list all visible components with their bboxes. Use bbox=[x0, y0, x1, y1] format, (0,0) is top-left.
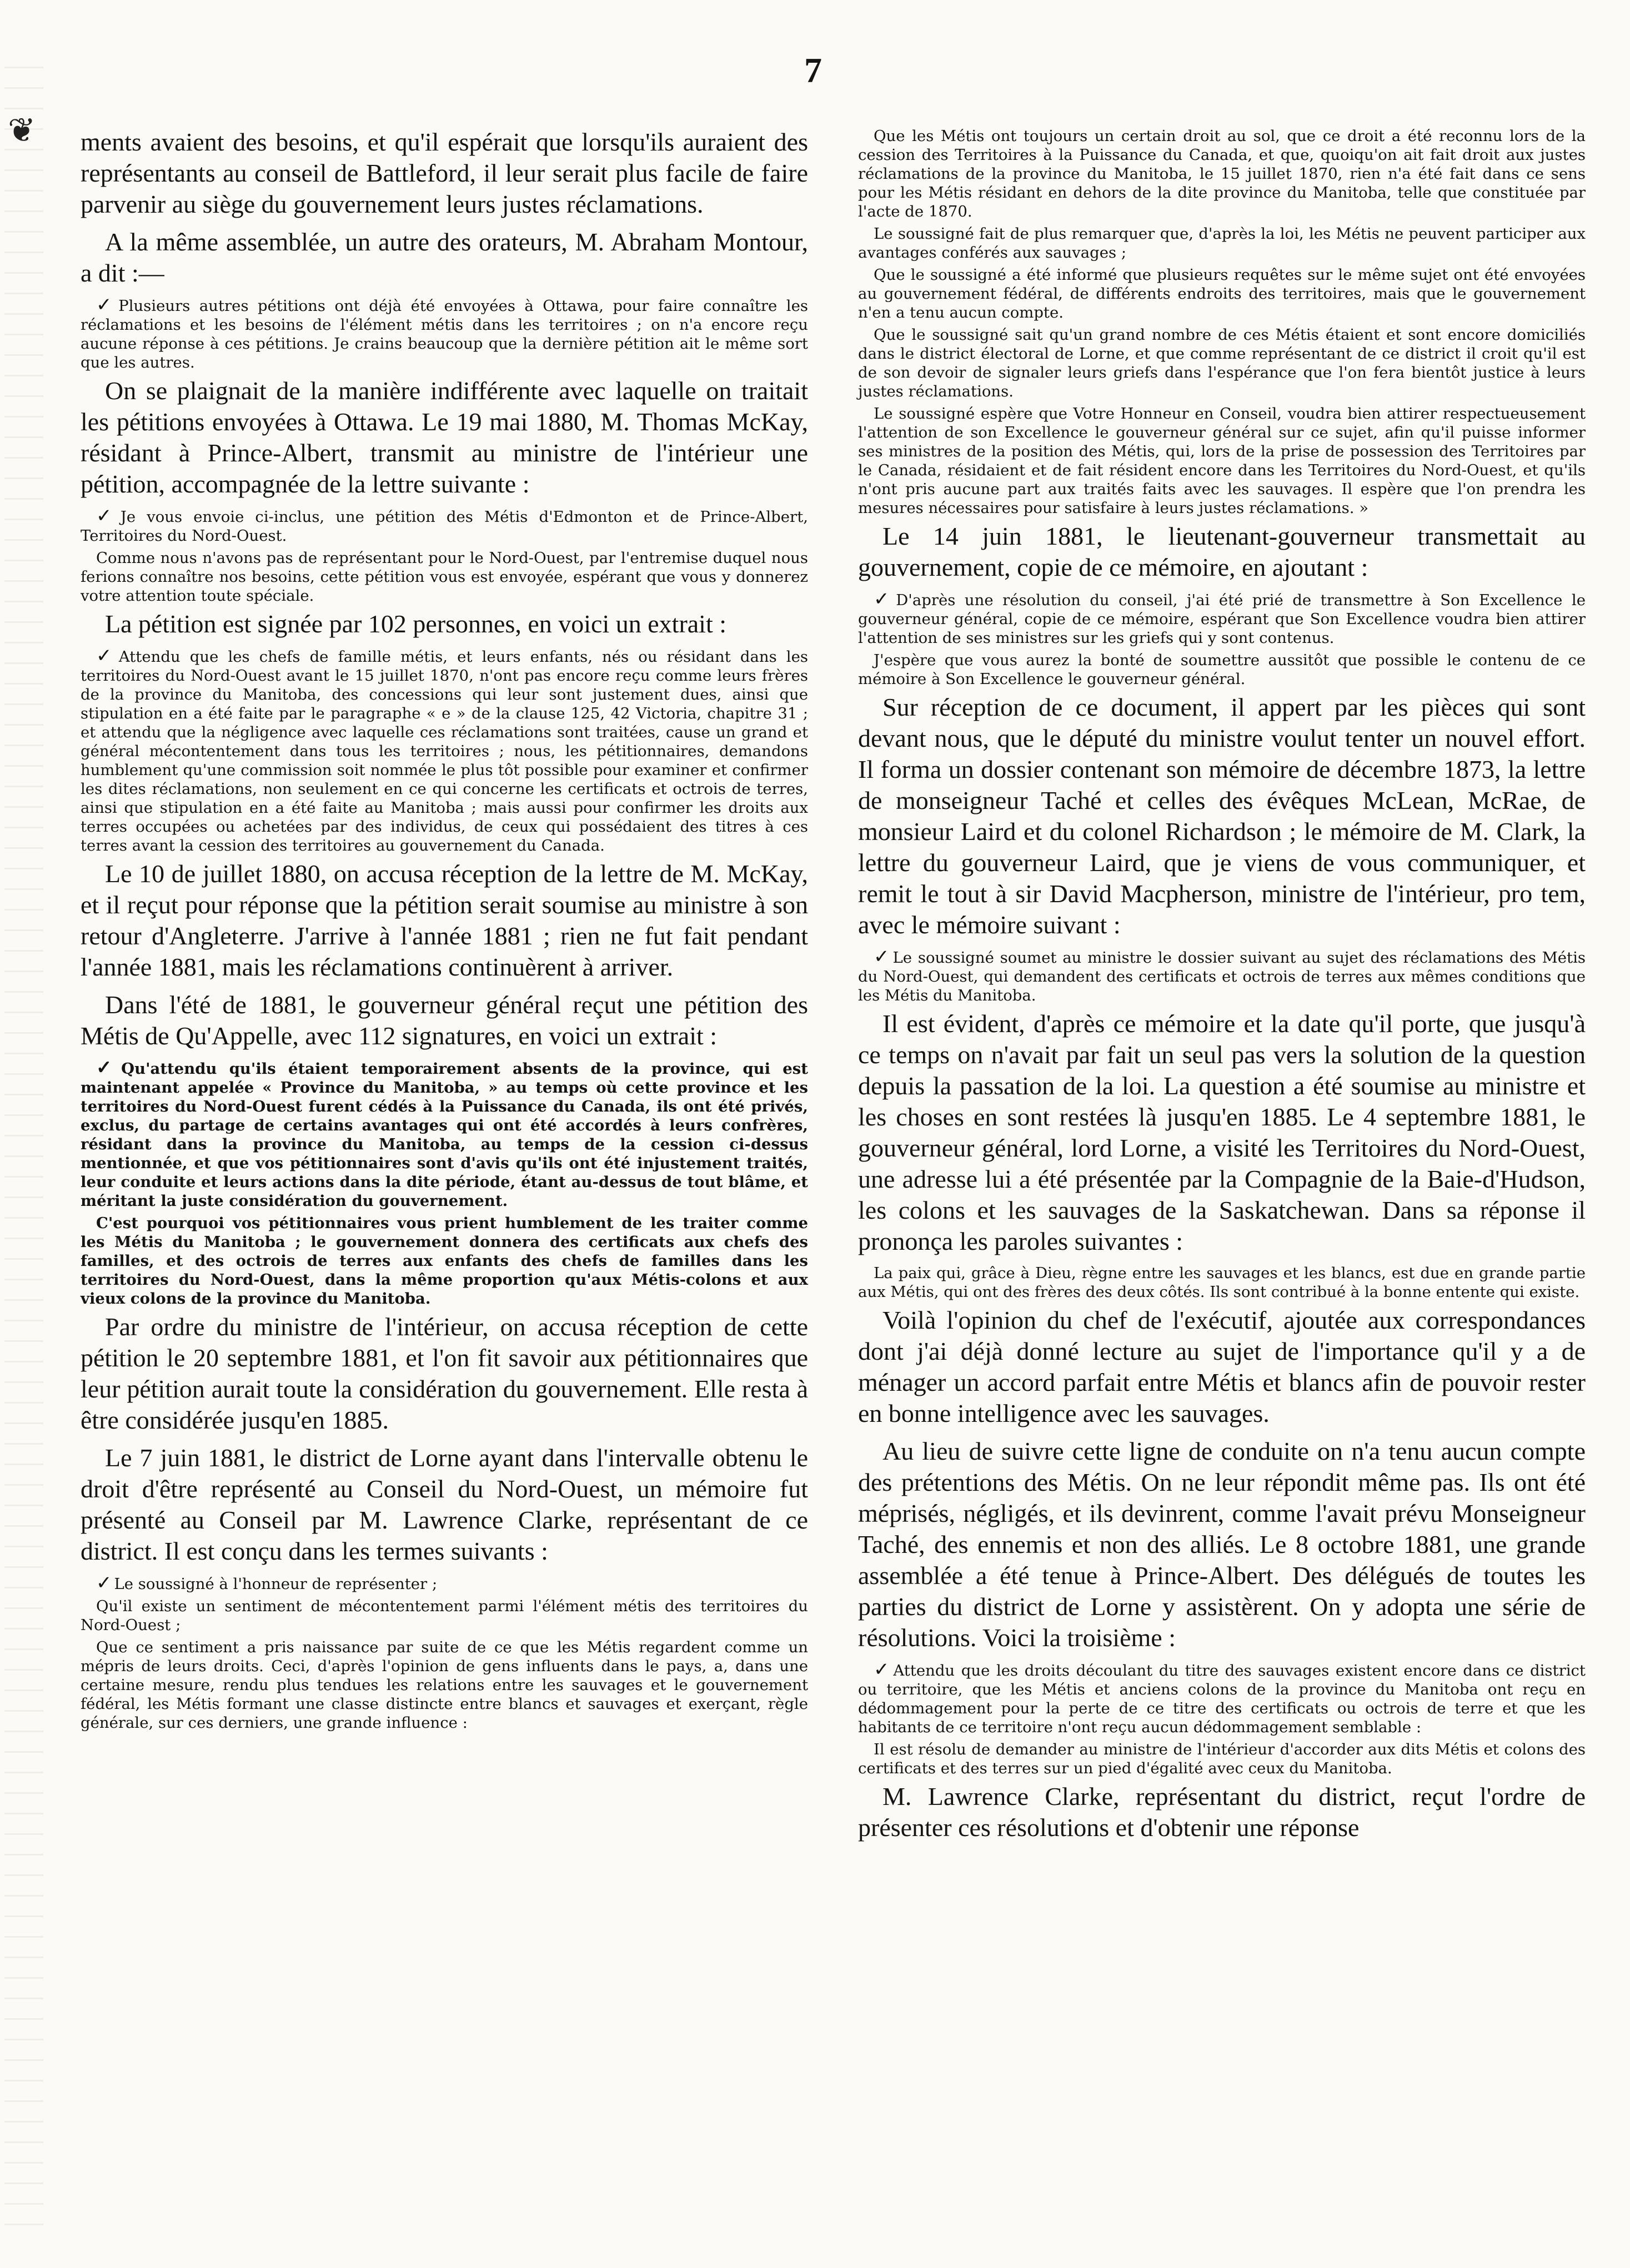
check-mark-icon: ✓ bbox=[96, 1057, 119, 1079]
quoted-paragraph bbox=[858, 1740, 1586, 1778]
paragraph-text: Que le soussigné a été informé que plusieurs requêtes sur le même sujet ont été envoyées au gouvernement fédéral, de différents endroits des territoires, mais que le gouvernement n'en a tenu aucun compte. bbox=[858, 266, 1586, 321]
quoted-paragraph bbox=[81, 506, 808, 545]
paragraph-text: A la même assemblée, un autre des orateurs, M. Abraham Montour, a dit :— bbox=[81, 228, 808, 287]
paragraph-text: Au lieu de suivre cette ligne de conduite on n'a tenu aucun compte des prétentions des Métis. On ne leur répondit même pas. Ils ont été méprisés, négligés, et ils devinrent, comme l'avait prévu Monseigneur Taché, des ennemis et non des alliés. Le 8 octobre 1881, une grande assemblée a été tenue à Prince-Albert. Des délégués de toutes les parties du district de Lorne y assistèrent. On y adopta une série de résolutions. Voici la troisième : bbox=[858, 1437, 1586, 1652]
paragraph-text: La pétition est signée par 102 personnes, en voici un extrait : bbox=[105, 610, 727, 638]
quoted-paragraph bbox=[858, 127, 1586, 221]
quoted-paragraph bbox=[81, 1638, 808, 1732]
body-paragraph bbox=[858, 692, 1586, 941]
paragraph-text: Voilà l'opinion du chef de l'exécutif, ajoutée aux correspondances dont j'ai déjà donné lecture au sujet de l'importance qu'il y a de ménager un accord parfait entre Métis et blancs afin de pouvoir rester en bonne intelligence avec les sauvages. bbox=[858, 1306, 1586, 1427]
quoted-paragraph bbox=[858, 325, 1586, 401]
paragraph-text: Comme nous n'avons pas de représentant pour le Nord-Ouest, par l'entremise duquel nous ferions connaître nos besoins, cette pétition vous est envoyée, espérant que vous y donnerez votre attention toute spéciale. bbox=[81, 549, 808, 605]
paragraph-text: Dans l'été de 1881, le gouverneur général reçut une pétition des Métis de Qu'Appelle, avec 112 signatures, en voici un extrait : bbox=[81, 990, 808, 1050]
quoted-paragraph bbox=[858, 224, 1586, 262]
body-paragraph bbox=[81, 127, 808, 220]
paragraph-text: Le 14 juin 1881, le lieutenant-gouverneur transmettait au gouvernement, copie de ce mémoire, en ajoutant : bbox=[858, 522, 1586, 581]
paragraph-text: Le soussigné à l'honneur de représenter ; bbox=[114, 1575, 438, 1593]
paragraph-text: Attendu que les droits découlant du titre des sauvages existent encore dans ce district ou territoire, que les Métis et anciens colons de la province du Manitoba ont reçu en dédommagement pour la perte de ce titre des certificats ou octrois de terre et que les habitants de ce territoire n'ont reçu aucun dédommagement semblable : bbox=[858, 1662, 1586, 1736]
quoted-paragraph bbox=[81, 646, 808, 855]
page-number: 7 bbox=[804, 51, 822, 90]
paragraph-text: J'espère que vous aurez la bonté de soumettre aussitôt que possible le contenu de ce mémoire à Son Excellence le gouverneur général. bbox=[858, 651, 1586, 688]
paragraph-text: Le soussigné fait de plus remarquer que, d'après la loi, les Métis ne peuvent participer aux avantages conférés aux sauvages ; bbox=[858, 225, 1586, 262]
body-paragraph bbox=[81, 375, 808, 500]
margin-mark: ❦ bbox=[8, 111, 36, 150]
paragraph-text: Il est évident, d'après ce mémoire et la date qu'il porte, que jusqu'à ce temps on n'avait par fait un seul pas vers la solution de la question depuis la passation de la loi. La question a été soumise au ministre et les choses en sont restées là jusqu'en 1885. Le 4 septembre 1881, le gouverneur général, lord Lorne, a visité les Territoires du Nord-Ouest, une adresse lui a été présentée par la Compagnie de la Baie-d'Hudson, les colons et les sauvages de la Saskatchewan. Dans sa réponse il prononça les paroles suivantes : bbox=[858, 1009, 1586, 1255]
paragraph-text: Qu'attendu qu'ils étaient temporairement absents de la province, qui est maintenant appelée « Province du Manitoba, » au temps où cette province et les territoires du Nord-Ouest furent cédés à la Puissance du Canada, ils ont été privés, exclus, du partage de certains avantages qui ont été accordés à leurs confrères, résidant dans la province du Manitoba, au temps de la cession ci-dessus mentionnée, et que vos pétitionnaires sont d'avis qu'ils ont été injustement traités, leur conduite et leurs actions dans la dite période, étant au-dessus de tout blâme, et méritant la juste considération du gouvernement. bbox=[81, 1060, 808, 1210]
paragraph-text: Que les Métis ont toujours un certain droit au sol, que ce droit a été reconnu lors de la cession des Territoires à la Puissance du Canada, et que, quoiqu'on ait fait droit aux justes réclamations de la province du Manitoba, le 15 juillet 1870, rien n'a été fait dans ce sens pour les Métis résidant en dehors de la dite province du Manitoba, telle que constituée par l'acte de 1870. bbox=[858, 127, 1586, 220]
paragraph-text: Plusieurs autres pétitions ont déjà été envoyées à Ottawa, pour faire connaître les réclamations et les besoins de l'élément métis dans les territoires ; on n'a encore reçu aucune réponse à ces pétitions. Je crains beaucoup que la dernière pétition ait le même sort que les autres. bbox=[81, 297, 808, 371]
paragraph-text: On se plaignait de la manière indifférente avec laquelle on traitait les pétitions envoyées à Ottawa. Le 19 mai 1880, M. Thomas McKay, résidant à Prince-Albert, transmit au ministre de l'intérieur une pétition, accompagnée de la lettre suivante : bbox=[81, 376, 808, 498]
scanned-page-edge bbox=[4, 67, 43, 2232]
paragraph-text: Il est résolu de demander au ministre de l'intérieur d'accorder aux dits Métis et colons des certificats et des terres sur un pied d'égalité avec ceux du Manitoba. bbox=[858, 1741, 1586, 1777]
body-paragraph bbox=[81, 1442, 808, 1567]
paragraph-text: Le soussigné espère que Votre Honneur en Conseil, voudra bien attirer respectueusement l'attention de son Excellence le gouverneur général sur ce sujet, afin qu'il puisse informer ses ministres de la position des Métis, qui, lors de la prise de possession des Territoires par le Canada, résidaient et de fait résident encore dans les Territoires du Nord-Ouest, et qu'ils n'ont pris aucune part aux traités faits avec les sauvages. Il espère que l'on prendra les mesures nécessaires pour satisfaire à leurs justes réclamations. » bbox=[858, 405, 1586, 517]
quoted-paragraph bbox=[81, 1214, 808, 1308]
quoted-paragraph bbox=[81, 1058, 808, 1210]
quoted-paragraph bbox=[858, 1660, 1586, 1737]
check-mark-icon: ✓ bbox=[96, 645, 117, 667]
quoted-paragraph bbox=[81, 549, 808, 605]
paragraph-text: Sur réception de ce document, il appert par les pièces qui sont devant nous, que le député du ministre voulut tenter un nouvel effort. Il forma un dossier contenant son mémoire de décembre 1873, la lettre de monseigneur Taché et celles des évêques McLean, McRae, de monsieur Laird et du colonel Richardson ; le mémoire de M. Clark, la lettre du gouverneur Laird, que je viens de vous communiquer, et remit le tout à sir David Macpherson, ministre de l'intérieur, pro tem, avec le mémoire suivant : bbox=[858, 693, 1586, 939]
paragraph-text: Attendu que les chefs de famille métis, et leurs enfants, nés ou résidant dans les territoires du Nord-Ouest avant le 15 juillet 1870, n'ont pas encore reçu comme leurs frères de la province du Manitoba, des concessions qui leur sont justement dues, ainsi que stipulation en a été faite par le paragraphe « e » de la clause 125, 42 Victoria, chapitre 31 ; et attendu que la négligence avec laquelle ces réclamations sont traitées, cause un grand et général mécontentement dans tous les territoires ; nous, les pétitionnaires, demandons humblement qu'une commission soit nommée le plus tôt possible pour examiner et confirmer les dites réclamations, non seulement en ce qui concerne les certificats et octrois de terres, ainsi que stipulation en a été faite au Manitoba ; mais aussi pour confirmer les droits aux terres occupées ou achetées par des individus, de ceux qui possédaient des titres à ces terres avant la cession des territoires au gouvernement du Canada. bbox=[81, 648, 808, 854]
body-paragraph bbox=[858, 1436, 1586, 1653]
paragraph-text: Que le soussigné sait qu'un grand nombre de ces Métis étaient et sont encore domiciliés dans le district électoral de Lorne, et que comme représentant de ce district il croit qu'il est de son devoir de signaler leurs griefs dans l'espérance que l'on fera bientôt justice à leurs justes réclamations. bbox=[858, 326, 1586, 400]
quoted-paragraph bbox=[858, 590, 1586, 647]
quoted-paragraph bbox=[858, 1264, 1586, 1301]
quoted-paragraph bbox=[81, 295, 808, 372]
body-paragraph bbox=[858, 1781, 1586, 1843]
body-paragraph bbox=[81, 1311, 808, 1436]
paragraph-text: La paix qui, grâce à Dieu, règne entre les sauvages et les blancs, est due en grande partie aux Métis, qui ont des frères des deux côtés. Ils sont contribué à la bonne entente qui existe. bbox=[858, 1264, 1586, 1301]
body-paragraph bbox=[81, 227, 808, 289]
paragraph-text: Qu'il existe un sentiment de mécontentement parmi l'élément métis des territoires du Nord-Ouest ; bbox=[81, 1597, 808, 1634]
paragraph-text: ments avaient des besoins, et qu'il espérait que lorsqu'ils auraient des représentants au conseil de Battleford, il leur serait plus facile de faire parvenir au siège du gouvernement leurs justes réclamations. bbox=[81, 128, 808, 218]
paragraph-text: M. Lawrence Clarke, représentant du district, reçut l'ordre de présenter ces résolutions et d'obtenir une réponse bbox=[858, 1782, 1586, 1842]
body-paragraph bbox=[858, 521, 1586, 583]
paragraph-text: Le soussigné soumet au ministre le dossier suivant au sujet des réclamations des Métis du Nord-Ouest, qui demandent des certificats et octrois de terres aux mêmes conditions que les Métis du Manitoba. bbox=[858, 949, 1586, 1004]
paragraph-text: Le 10 de juillet 1880, on accusa réception de la lettre de M. McKay, et il reçut pour réponse que la pétition serait soumise au ministre à son retour d'Angleterre. J'arrive à l'année 1881 ; rien ne fut fait pendant l'année 1881, mais les réclamations continuèrent à arriver. bbox=[81, 859, 808, 981]
paragraph-text: Le 7 juin 1881, le district de Lorne ayant dans l'intervalle obtenu le droit d'être représenté au Conseil du Nord-Ouest, un mémoire fut présenté au Conseil par M. Lawrence Clarke, représentant de ce district. Il est conçu dans les termes suivants : bbox=[81, 1444, 808, 1565]
quoted-paragraph bbox=[81, 1573, 808, 1593]
check-mark-icon: ✓ bbox=[874, 588, 894, 610]
body-paragraph bbox=[858, 1008, 1586, 1257]
check-mark-icon: ✓ bbox=[96, 294, 117, 316]
right-column bbox=[858, 127, 1586, 1850]
body-paragraph bbox=[81, 989, 808, 1052]
check-mark-icon: ✓ bbox=[874, 1658, 891, 1681]
quoted-paragraph bbox=[858, 404, 1586, 517]
check-mark-icon: ✓ bbox=[96, 505, 118, 527]
paragraph-text: Que ce sentiment a pris naissance par suite de ce que les Métis regardent comme un mépris de leurs droits. Ceci, d'après l'opinion de gens influents dans le pays, a, dans une certaine mesure, rendu plus tendues les relations entre les sauvages et le gouvernement fédéral, les Métis formant une classe distincte entre blancs et sauvages et exerçant, règle générale, sur ces derniers, une grande influence : bbox=[81, 1638, 808, 1732]
paragraph-text: D'après une résolution du conseil, j'ai été prié de transmettre à Son Excellence le gouverneur général, copie de ce mémoire, espérant que Son Excellence voudra bien attirer l'attention de ses ministres sur les griefs qui y sont contenus. bbox=[858, 591, 1586, 647]
paragraph-text: Je vous envoie ci-inclus, une pétition des Métis d'Edmonton et de Prince-Albert, Territoires du Nord-Ouest. bbox=[81, 508, 808, 545]
body-paragraph bbox=[81, 609, 808, 640]
quoted-paragraph bbox=[858, 651, 1586, 688]
check-mark-icon: ✓ bbox=[874, 946, 891, 968]
body-paragraph bbox=[81, 858, 808, 983]
body-paragraph bbox=[858, 1305, 1586, 1429]
quoted-paragraph bbox=[858, 947, 1586, 1005]
quoted-paragraph bbox=[81, 1597, 808, 1635]
left-column bbox=[81, 127, 808, 1736]
paragraph-text: C'est pourquoi vos pétitionnaires vous prient humblement de les traiter comme les Métis du Manitoba ; le gouvernement donnera des certificats aux chefs des familles, et des octrois de terres aux enfants des chefs de familles dans les territoires du Nord-Ouest, dans la même proportion qu'aux Métis-colons et aux vieux colons de la province du Manitoba. bbox=[81, 1214, 808, 1308]
paragraph-text: Par ordre du ministre de l'intérieur, on accusa réception de cette pétition le 20 septembre 1881, et l'on fit savoir aux pétitionnaires que leur pétition aurait toute la considération du gouvernement. Elle resta à être considérée jusqu'en 1885. bbox=[81, 1312, 808, 1434]
check-mark-icon: ✓ bbox=[96, 1572, 112, 1594]
quoted-paragraph bbox=[858, 265, 1586, 322]
